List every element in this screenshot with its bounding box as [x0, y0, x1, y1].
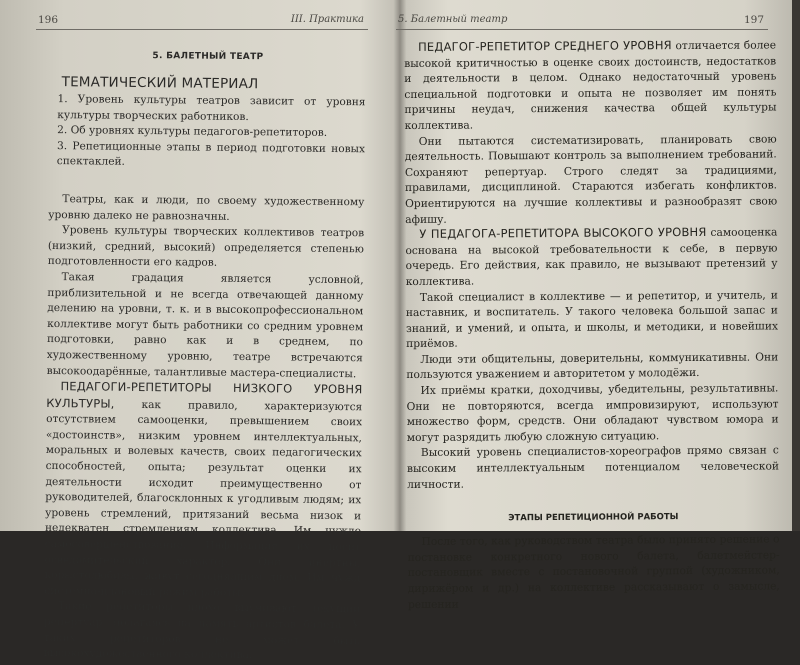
high-level-heading: У ПЕДАГОГА-РЕПЕТИТОРА ВЫСОКОГО УРОВНЯ — [419, 225, 707, 242]
running-title: III. Практика — [290, 14, 364, 25]
page-number: 197 — [743, 14, 764, 26]
mid-level-heading: ПЕДАГОГ-РЕПЕТИТОР СРЕДНЕГО УРОВНЯ — [417, 38, 672, 54]
paragraph-high-level — [405, 225, 777, 290]
section-heading: ТЕМАТИЧЕСКИЙ МАТЕРИАЛ — [61, 74, 259, 93]
paragraph-text: самооценка основана на высокой требовательности к себе, в первую очередь. Его действия, как правило, не вызывают претензий у коллектива. — [405, 225, 778, 288]
right-text-column — [404, 37, 780, 612]
left-page — [0, 0, 386, 662]
chapter-title: 5. БАЛЕТНЫЙ ТЕАТР — [152, 51, 264, 63]
paragraph-text: отличается более высокой критичностью в оценке своих достоинств, недостатков и деятельности в целом. Однако недостаточный уровень специальной подготовки и опыта не позволяет им понять причины неудач, снижения качества общей культуры коллектива. — [404, 38, 777, 132]
list-item: 1. Уровень культуры театров зависит от уровня культуры творческих работников. — [57, 93, 366, 123]
paragraph: Такой специалист в коллективе — и репетитор, и учитель, и наставник, и воспитатель. У такого человека большой запас и знаний, и умений, и опыта, и школы, и методики, и новейших приёмов. — [405, 287, 779, 351]
paragraph-mid-level — [404, 37, 777, 133]
left-text-column — [44, 50, 366, 665]
topic-list — [49, 92, 366, 173]
running-title: 5. Балетный театр — [398, 14, 508, 25]
paragraph-low-level — [44, 379, 362, 603]
paragraph: Они пытаются систематизировать, планировать свою деятельность. Повышают контроль за выполнением требований. Сохраняют репертуар. Строго следят за традициями, правилами, дисциплиной. Стараются избегать конфликтов. Ориентируются на лучшие коллективы и разнообразят свою афишу. — [404, 131, 778, 226]
background-edge — [792, 0, 800, 531]
paragraph: Такие репетиторы плохо выучивают текущий репертуар, полагаясь на память артистов балета. У таких репетиторов не может быть высокохудожественного коллектива. — [43, 600, 361, 662]
header-rule — [396, 29, 768, 30]
list-item: 3. Репетиционные этапы в период подготовки новых спектаклей. — [56, 139, 366, 169]
paragraph-text: как правило, характеризуются отсутствием самооценки, превышением своих «достоинств», низким уровнем интеллектуальных, моральных и волевых качеств, своих педагогических способностей, опыта; результат оценки их деятельности исходит преимущественно от руководителей, благосклонных к угодливым людям; их уровень стремлений, притязаний весьма низок и недекватен стремлениям коллектива. Им чуждо самосовершенствование. Информация их носит осведомительский характер. Они инертны, корыстолюбивы, живут сегодняшним днём. Им чужд системно-плановый режим работы. — [44, 398, 363, 599]
paragraph: Люди эти общительны, доверительны, коммуникативны. Они пользуются уважением и авторитетом у молодёжи. — [406, 350, 779, 382]
paragraph: Высокий уровень специалистов-хореографов прямо связан с высоким интеллектуальным потенциалом человеческой личности. — [406, 443, 780, 491]
subheading: ЭТАПЫ РЕПЕТИЦИОННОЙ РАБОТЫ — [508, 512, 679, 524]
paragraph: После того, как руководством театра было принято решение о постановке конкретного нового балета, балетмейстер-постановщик вместе с постановочной группой (художником, дирижёром и др.) на коллективе рассказывают о замысле, решении — [407, 532, 780, 611]
right-page — [392, 0, 792, 611]
page-number: 196 — [38, 14, 59, 26]
low-level-heading: ПЕДАГОГИ-РЕПЕТИТОРЫ НИЗКОГО УРОВНЯ КУЛЬТУРЫ, — [46, 379, 363, 411]
paragraph: Театры, как и люди, по своему художественному уровню далеко не равнозначны. — [48, 193, 365, 223]
paragraph: Такая градация является условной, приблизительной и не всегда отвечающей данному делению на уровни, т. к. и в высокопрофессиональном коллективе могут быть работники со средним уровнем подготовки, равно как и в среднем, по художественному уровню, театре встречаются высокоодарённые, талантливые мастера-специалисты. — [46, 271, 364, 380]
list-item: 2. Об уровнях культуры педагогов-репетиторов. — [57, 124, 328, 140]
paragraph: Их приёмы кратки, доходчивы, убедительны, результативны. Они не повторяются, всегда импровизируют, используют множество форм, средств. Они обладают чувством юмора и могут разрядить любую сложную ситуацию. — [406, 381, 779, 444]
header-rule — [36, 29, 368, 30]
paragraph: Уровень культуры творческих коллективов театров (низкий, средний, высокий) определяется степенью подготовленности его кадров. — [47, 224, 365, 270]
